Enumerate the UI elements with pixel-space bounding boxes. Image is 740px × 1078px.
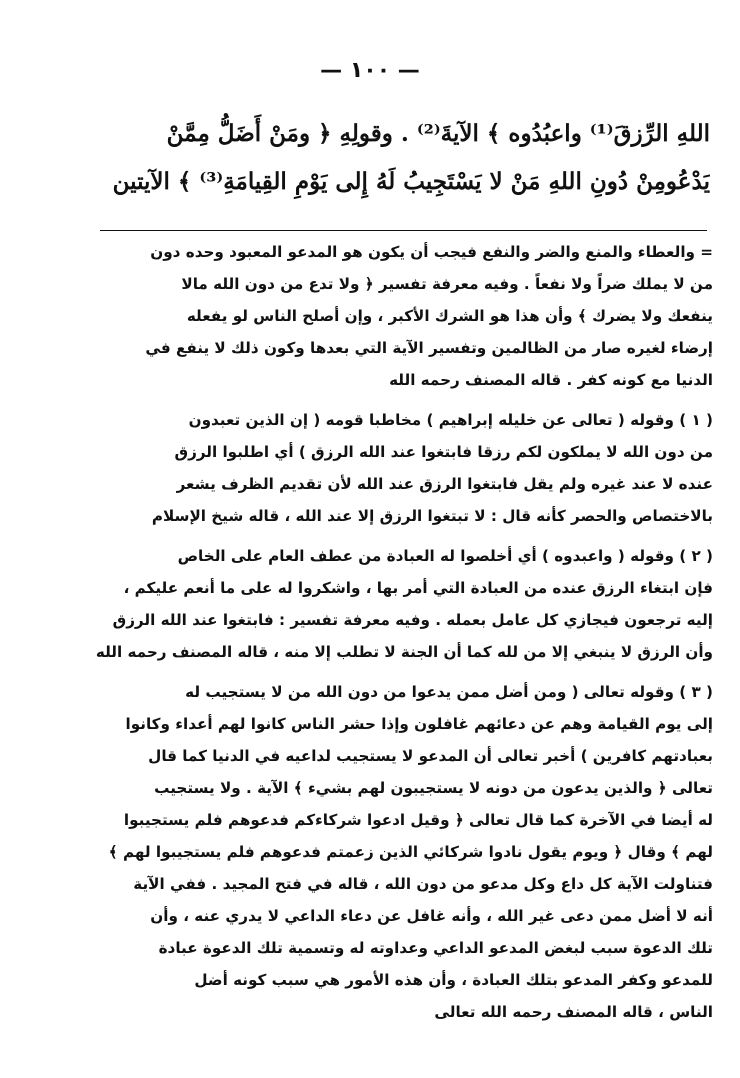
footnote-line: إليه ترجعون فيجازي كل عامل بعمله . وفيه معرفة تفسير : فابتغوا عند الله الرزق — [112, 611, 713, 629]
footnote-line: تعالى ﴿ والذين يدعون من دونه لا يستجيبون لهم بشيء ﴾ الآية . ولا يستجيب — [154, 779, 713, 797]
footnotes-block — [95, 236, 713, 1028]
footnote-line: له أيضا في الآخرة كما قال تعالى ﴿ وقيل ادعوا شركاءكم فدعوهم فلم يستجيبوا — [123, 811, 713, 829]
footnote-line: = والعطاء والمنع والضر والنفع فيجب أن يكون هو المدعو المعبود وحده دون — [150, 243, 713, 261]
footnote-line: إلى يوم القيامة وهم عن دعائهم غافلون وإذا حشر الناس كانوا لهم أعداء وكانوا — [125, 715, 713, 733]
footnote-line: أنه لا أضل ممن دعى غير الله ، وأنه غافل عن دعاء الداعي لا يدري عنه ، وأن — [150, 907, 713, 925]
footnote-line: عنده لا عند غيره ولم يقل فابتغوا الرزق عند الله لأن تقديم الظرف يشعر — [176, 475, 713, 493]
footnote-line: من دون الله لا يملكون لكم رزقا فابتغوا عند الله الرزق ) أي اطلبوا الرزق — [174, 443, 713, 461]
footnote-line: فإن ابتغاء الرزق عنده من العبادة التي أمر بها ، واشكروا له على ما أنعم عليكم ، — [123, 579, 713, 597]
footnote-line: للمدعو وكفر المدعو بتلك العبادة ، وأن هذه الأمور هي سبب كونه أضل — [194, 971, 713, 989]
footnote-line: فتناولت الآية كل داع وكل مدعو من دون الله ، قاله في فتح المجيد . ففي الآية — [133, 875, 713, 893]
footnote-2 — [95, 540, 713, 668]
footnote-line: ( ٣ ) وقوله تعالى ( ومن أضل ممن يدعوا من دون الله من لا يستجيب له — [185, 683, 713, 701]
main-text-line: يَدْعُومِنْ دُونِ اللهِ مَنْ لا يَسْتَجِيبُ لَهُ إِلى يَوْمِ القِيامَةِ⁽³⁾ ﴾ الآيتين — [112, 168, 710, 195]
footnote-line: ( ٢ ) وقوله ( واعبدوه ) أي أخلصوا له العبادة من عطف العام على الخاص — [177, 547, 713, 565]
footnote-line: بعبادتهم كافرين ) أخبر تعالى أن المدعو لا يستجيب لداعيه في الدنيا كما قال — [148, 747, 713, 765]
page-number: — ١٠٠ — — [320, 58, 420, 83]
footnote-line: بالاختصاص والحصر كأنه قال : لا تبتغوا الرزق إلا عند الله ، قاله شيخ الإسلام — [151, 507, 713, 525]
footnote-3 — [95, 676, 713, 1028]
footnote-line: وأن الرزق لا ينبغي إلا من لله كما أن الجنة لا تطلب إلا منه ، قاله المصنف رحمه الله — [95, 643, 713, 661]
footnote-line: الدنيا مع كونه كفر . قاله المصنف رحمه الله — [389, 371, 713, 389]
footnote-divider — [100, 230, 707, 231]
footnote-line: من لا يملك ضراً ولا نفعاً . وفيه معرفة تفسير ﴿ ولا تدع من دون الله مالا — [181, 275, 713, 293]
footnote-line: الناس ، قاله المصنف رحمه الله تعالى — [434, 1003, 713, 1021]
footnote-line: إرضاء لغيره صار من الظالمين وتفسير الآية التي بعدها وكون ذلك لا ينفع في — [145, 339, 713, 357]
main-text-block — [100, 110, 710, 206]
footnote-line: لهم ﴾ وقال ﴿ ويوم يقول نادوا شركائي الذين زعمتم فدعوهم فلم يستجيبوا لهم ﴾ — [108, 843, 713, 861]
main-text-line: اللهِ الرِّزقَ⁽¹⁾ واعبُدُوه ﴾ الآيةَ⁽²⁾ . وقولِهِ ﴿ ومَنْ أَضَلُّ مِمَّنْ — [166, 120, 710, 147]
footnote-line: ينفعك ولا يضرك ﴾ وأن هذا هو الشرك الأكبر ، وإن أصلح الناس لو يفعله — [186, 307, 713, 325]
footnote-1 — [95, 404, 713, 532]
footnote-line: تلك الدعوة سبب لبغض المدعو الداعي وعداوته له وتسمية تلك الدعوة عبادة — [158, 939, 713, 957]
footnote-line: ( ١ ) وقوله ( تعالى عن خليله إبراهيم ) مخاطبا قومه ( إن الذين تعبدون — [188, 411, 713, 429]
footnote-continuation — [95, 236, 713, 396]
